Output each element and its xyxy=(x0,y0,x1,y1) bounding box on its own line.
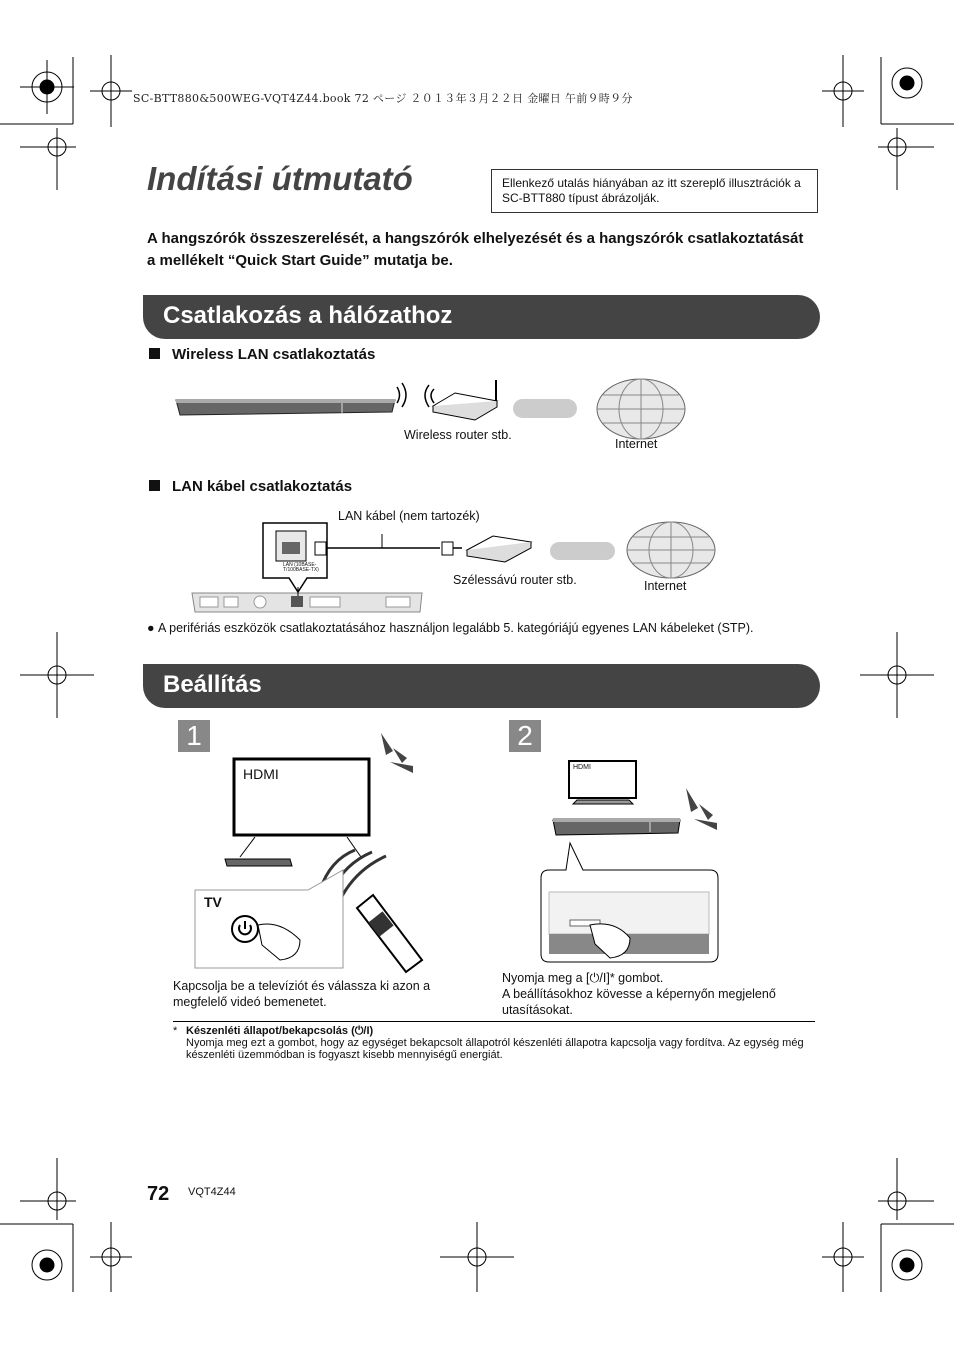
footnote-marker: * xyxy=(173,1025,178,1037)
section-network-header xyxy=(143,295,820,339)
document-code: VQT4Z44 xyxy=(188,1186,236,1198)
footnote-title: Készenléti állapot/bekapcsolás (⏻/I) xyxy=(186,1025,374,1037)
step2-caption-line2: A beállításokhoz kövesse a képernyőn megjelenő utasításokat. xyxy=(502,987,776,1017)
square-bullet-icon xyxy=(149,348,160,359)
step-1-badge: 1 xyxy=(178,720,210,752)
page-number: 72 xyxy=(147,1183,170,1205)
wireless-diagram xyxy=(0,375,954,455)
step2-player-illustration xyxy=(0,720,954,970)
print-info: SC-BTT880&500WEG-VQT4Z44.book 72 ページ ２０１３年３月２２日 金曜日 午前９時９分 xyxy=(133,92,633,105)
section-setup-header xyxy=(143,664,820,708)
step1-caption: Kapcsolja be a televíziót és válassza ki azon a megfelelő videó bemenetet. xyxy=(173,979,431,1009)
footnote-text: Nyomja meg ezt a gombot, hogy az egységet bekapcsolt állapotról készenléti állapotra kapcsolja vagy fordítva. Az egység még készenléti üzemmódban is fogyaszt kisebb mennyiségű energiát. xyxy=(186,1037,804,1061)
wireless-heading xyxy=(149,346,375,363)
cable-heading xyxy=(149,478,352,495)
section-setup-title: Beállítás xyxy=(163,671,262,698)
cable-heading-text: LAN kábel csatlakoztatás xyxy=(172,478,353,495)
lan-cable-label: LAN kábel (nem tartozék) xyxy=(338,509,480,523)
wireless-internet-label: Internet xyxy=(615,437,658,451)
lan-port-label: LAN (10BASE-T/100BASE-TX) xyxy=(283,562,319,573)
step2-screen-label: HDMI xyxy=(573,764,591,771)
cable-bullet-note xyxy=(147,621,827,635)
illustration-note: Ellenkező utalás hiányában az itt szereplő illusztrációk a SC-BTT880 típust ábrázolják. xyxy=(491,169,818,213)
square-bullet-icon xyxy=(149,480,160,491)
tv-label: TV xyxy=(204,894,222,910)
footnote xyxy=(186,1025,806,1061)
cable-internet-label: Internet xyxy=(644,579,687,593)
section-network-title: Csatlakozás a hálózathoz xyxy=(163,302,453,329)
step-2-badge: 2 xyxy=(509,720,541,752)
cable-bullet-text: A perifériás eszközök csatlakoztatásához használjon legalább 5. kategóriájú egyenes LAN kábeleket (STP). xyxy=(158,621,754,635)
step1-screen-label: HDMI xyxy=(243,766,279,782)
cable-diagram xyxy=(0,510,954,620)
intro-text: A hangszórók összeszerelését, a hangszórók elhelyezését és a hangszórók csatlakoztatását a mellékelt “Quick Start Guide” mutatja be. xyxy=(147,230,804,269)
footnote-divider xyxy=(173,1021,815,1022)
wireless-heading-text: Wireless LAN csatlakoztatás xyxy=(172,346,376,363)
step2-caption xyxy=(502,970,812,1018)
bullet-icon: ● xyxy=(147,621,159,635)
step2-caption-line1: Nyomja meg a [⏻/I]* gombot. xyxy=(502,971,664,985)
broadband-router-label: Szélessávú router stb. xyxy=(453,573,577,587)
page-title: Indítási útmutató xyxy=(147,160,413,197)
wireless-router-label: Wireless router stb. xyxy=(404,428,512,442)
